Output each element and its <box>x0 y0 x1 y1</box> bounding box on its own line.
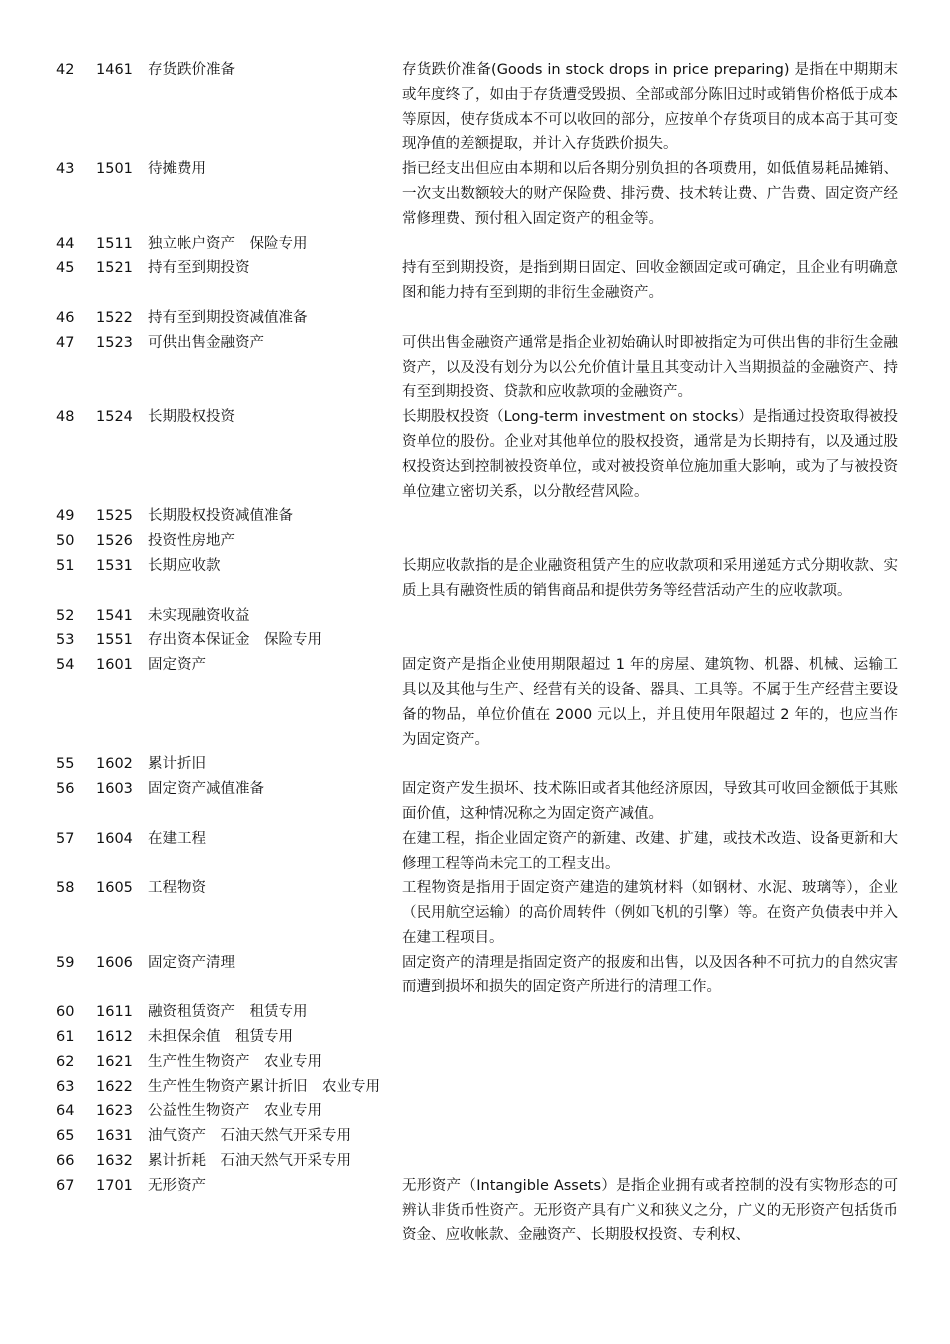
account-description: 在建工程，指企业固定资产的新建、改建、扩建，或技术改造、设备更新和大修理工程等尚未完工的工程支出。 <box>402 830 898 872</box>
row-number: 57 <box>56 830 75 847</box>
table-row <box>0 554 950 604</box>
account-code: 1531 <box>96 557 133 574</box>
table-row <box>0 1099 950 1124</box>
row-number: 48 <box>56 409 75 426</box>
row-number: 45 <box>56 260 75 277</box>
account-code: 1511 <box>96 235 133 252</box>
account-name: 油气资产 石油天然气开采专用 <box>148 1128 351 1145</box>
account-name: 无形资产 <box>148 1177 206 1194</box>
account-name: 持有至到期投资减值准备 <box>148 309 308 326</box>
account-code: 1612 <box>96 1029 133 1046</box>
row-number: 60 <box>56 1004 75 1021</box>
row-number: 66 <box>56 1153 75 1170</box>
account-name: 未实现融资收益 <box>148 607 250 624</box>
account-description: 固定资产发生损坏、技术陈旧或者其他经济原因，导致其可收回金额低于其账面价值，这种情况称之为固定资产减值。 <box>402 781 898 822</box>
row-number: 43 <box>56 161 75 178</box>
table-row <box>0 1124 950 1149</box>
row-number: 63 <box>56 1078 75 1095</box>
table-row <box>0 306 950 331</box>
row-number: 65 <box>56 1128 75 1145</box>
account-code: 1623 <box>96 1103 133 1120</box>
account-code: 1606 <box>96 954 133 971</box>
row-number: 62 <box>56 1053 75 1070</box>
row-number: 59 <box>56 954 75 971</box>
account-name: 长期应收款 <box>148 557 221 574</box>
row-number: 53 <box>56 632 75 649</box>
account-code: 1601 <box>96 657 133 674</box>
table-row <box>0 58 950 157</box>
table-row <box>0 504 950 529</box>
row-number: 55 <box>56 756 75 773</box>
account-code: 1602 <box>96 756 133 773</box>
account-name: 长期股权投资 <box>148 409 235 426</box>
account-description: 固定资产的清理是指固定资产的报废和出售，以及因各种不可抗力的自然灾害而遭到损坏和损失的固定资产所进行的清理工作。 <box>402 954 898 996</box>
account-name: 独立帐户资产 保险专用 <box>148 235 308 252</box>
account-name: 累计折旧 <box>148 756 206 773</box>
table-row <box>0 604 950 629</box>
table-row <box>0 951 950 1001</box>
row-number: 47 <box>56 334 75 351</box>
account-description: 无形资产（Intangible Assets）是指企业拥有或者控制的没有实物形态的可辨认非货币性资产。无形资产具有广义和狭义之分，广义的无形资产包括货币资金、应收帐款、金融资产、长期股权投资、专利权、 <box>402 1177 898 1244</box>
account-description: 存货跌价准备(Goods in stock drops in price preparing) 是指在中期期末或年度终了，如由于存货遭受毁损、全部或部分陈旧过时或销售价格低于成本等原因，使存货成本不可以收回的部分，应按单个存货项目的成本高于其可变现净值的差额提取，并计入存货跌价损失。 <box>402 62 898 153</box>
account-code: 1521 <box>96 260 133 277</box>
account-code: 1611 <box>96 1004 133 1021</box>
account-code: 1631 <box>96 1128 133 1145</box>
account-code: 1603 <box>96 781 133 798</box>
table-row <box>0 628 950 653</box>
account-description: 指已经支出但应由本期和以后各期分别负担的各项费用，如低值易耗品摊销、一次支出数额较大的财产保险费、排污费、技术转让费、广告费、固定资产经常修理费、预付租入固定资产的租金等。 <box>402 161 898 227</box>
row-number: 49 <box>56 508 75 525</box>
table-row <box>0 232 950 257</box>
account-code: 1622 <box>96 1078 133 1095</box>
table-row <box>0 1050 950 1075</box>
row-number: 67 <box>56 1177 75 1194</box>
table-row <box>0 256 950 306</box>
table-row <box>0 331 950 405</box>
account-code: 1522 <box>96 309 133 326</box>
account-name: 存货跌价准备 <box>148 62 235 78</box>
account-code: 1524 <box>96 409 133 426</box>
account-name: 工程物资 <box>148 880 206 897</box>
account-code: 1501 <box>96 161 133 178</box>
table-row <box>0 1025 950 1050</box>
row-number: 42 <box>56 62 75 78</box>
table-row <box>0 752 950 777</box>
account-name: 生产性生物资产 农业专用 <box>148 1053 322 1070</box>
account-description: 长期股权投资（Long-term investment on stocks）是指通过投资取得被投资单位的股份。企业对其他单位的股权投资，通常是为长期持有，以及通过股权投资达到控制被投资单位，或对被投资单位施加重大影响，或为了与被投资单位建立密切关系，以分散经营风险。 <box>402 409 898 500</box>
table-row <box>0 157 950 231</box>
account-code: 1604 <box>96 830 133 847</box>
table-row <box>0 1000 950 1025</box>
account-code: 1523 <box>96 334 133 351</box>
table-row <box>0 405 950 504</box>
account-name: 固定资产 <box>148 657 206 674</box>
table-row <box>0 1075 950 1100</box>
account-name: 固定资产减值准备 <box>148 781 264 798</box>
table-row <box>0 827 950 877</box>
account-code: 1541 <box>96 607 133 624</box>
row-number: 64 <box>56 1103 75 1120</box>
table-row <box>0 529 950 554</box>
account-name: 未担保余值 租赁专用 <box>148 1029 293 1046</box>
account-name: 投资性房地产 <box>148 533 235 550</box>
account-name: 公益性生物资产 农业专用 <box>148 1103 322 1120</box>
account-name: 融资租赁资产 租赁专用 <box>148 1004 308 1021</box>
account-description: 固定资产是指企业使用期限超过 1 年的房屋、建筑物、机器、机械、运输工具以及其他与生产、经营有关的设备、器具、工具等。不属于生产经营主要设备的物品，单位价值在 2000 元以上，并且使用年限超过 2 年的，也应当作为固定资产。 <box>402 657 898 748</box>
row-number: 46 <box>56 309 75 326</box>
row-number: 44 <box>56 235 75 252</box>
account-code: 1605 <box>96 880 133 897</box>
account-name: 可供出售金融资产 <box>148 334 264 351</box>
account-code: 1551 <box>96 632 133 649</box>
account-name: 在建工程 <box>148 830 206 847</box>
row-number: 61 <box>56 1029 75 1046</box>
account-table <box>0 58 950 1248</box>
account-code: 1621 <box>96 1053 133 1070</box>
account-code: 1526 <box>96 533 133 550</box>
account-name: 固定资产清理 <box>148 954 235 971</box>
account-name: 生产性生物资产累计折旧 农业专用 <box>148 1078 380 1095</box>
table-row <box>0 1174 950 1248</box>
account-name: 存出资本保证金 保险专用 <box>148 632 322 649</box>
account-description: 工程物资是指用于固定资产建造的建筑材料（如钢材、水泥、玻璃等），企业（民用航空运输）的高价周转件（例如飞机的引擎）等。在资产负债表中并入在建工程项目。 <box>402 880 898 946</box>
account-description: 可供出售金融资产通常是指企业初始确认时即被指定为可供出售的非衍生金融资产，以及没有划分为以公允价值计量且其变动计入当期损益的金融资产、持有至到期投资、贷款和应收款项的金融资产。 <box>402 334 898 401</box>
account-description: 长期应收款指的是企业融资租赁产生的应收款项和采用递延方式分期收款、实质上具有融资性质的销售商品和提供劳务等经营活动产生的应收款项。 <box>402 557 898 599</box>
row-number: 54 <box>56 657 75 674</box>
account-name: 累计折耗 石油天然气开采专用 <box>148 1153 351 1170</box>
row-number: 51 <box>56 557 75 574</box>
account-code: 1461 <box>96 62 133 78</box>
account-code: 1525 <box>96 508 133 525</box>
row-number: 56 <box>56 781 75 798</box>
account-name: 待摊费用 <box>148 161 206 178</box>
account-code: 1701 <box>96 1177 133 1194</box>
account-name: 持有至到期投资 <box>148 260 250 277</box>
table-row <box>0 876 950 950</box>
row-number: 58 <box>56 880 75 897</box>
account-code: 1632 <box>96 1153 133 1170</box>
row-number: 52 <box>56 607 75 624</box>
table-row <box>0 777 950 827</box>
table-row <box>0 653 950 752</box>
account-name: 长期股权投资减值准备 <box>148 508 293 525</box>
account-description: 持有至到期投资，是指到期日固定、回收金额固定或可确定，且企业有明确意图和能力持有至到期的非衍生金融资产。 <box>402 260 898 302</box>
row-number: 50 <box>56 533 75 550</box>
table-row <box>0 1149 950 1174</box>
